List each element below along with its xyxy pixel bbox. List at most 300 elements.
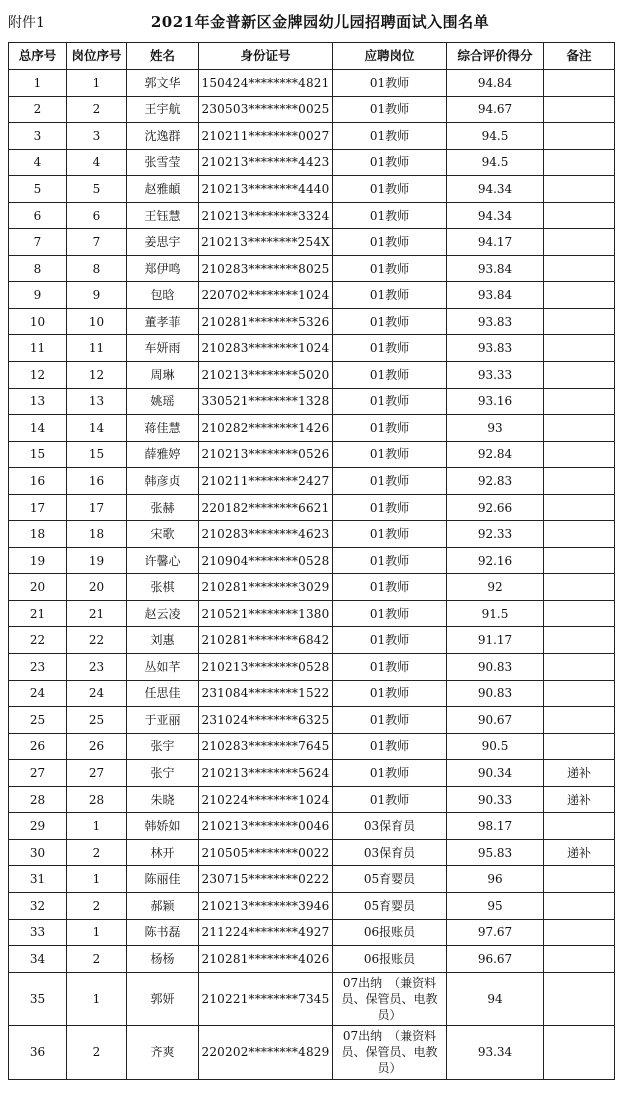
cell-applied-position: 01教师: [333, 521, 447, 548]
cell-name: 刘惠: [127, 627, 199, 654]
cell-total-no: 29: [9, 813, 67, 840]
cell-position-no: 5: [67, 176, 127, 203]
cell-total-no: 26: [9, 733, 67, 760]
cell-position-no: 6: [67, 202, 127, 229]
cell-note: [544, 866, 615, 893]
cell-note: 递补: [544, 839, 615, 866]
cell-id-number: 210213********5020: [199, 362, 333, 389]
table-row: [9, 70, 615, 97]
table-row: [9, 680, 615, 707]
cell-id-number: 210213********4423: [199, 149, 333, 176]
table-row: [9, 415, 615, 442]
cell-name: 沈逸群: [127, 123, 199, 150]
cell-applied-position: 01教师: [333, 441, 447, 468]
cell-note: [544, 282, 615, 309]
cell-applied-position: 01教师: [333, 282, 447, 309]
cell-position-no: 28: [67, 786, 127, 813]
cell-total-no: 36: [9, 1026, 67, 1080]
cell-position-no: 1: [67, 866, 127, 893]
cell-score: 94.34: [447, 176, 544, 203]
cell-name: 蒋佳慧: [127, 415, 199, 442]
cell-id-number: 210282********1426: [199, 415, 333, 442]
cell-applied-position: 01教师: [333, 123, 447, 150]
cell-score: 93.84: [447, 282, 544, 309]
cell-position-no: 2: [67, 839, 127, 866]
cell-applied-position: 01教师: [333, 547, 447, 574]
cell-total-no: 11: [9, 335, 67, 362]
cell-position-no: 3: [67, 123, 127, 150]
cell-applied-position: 01教师: [333, 627, 447, 654]
cell-name: 包晗: [127, 282, 199, 309]
cell-id-number: 210281********3029: [199, 574, 333, 601]
cell-score: 93: [447, 415, 544, 442]
cell-applied-position: 01教师: [333, 654, 447, 681]
cell-position-no: 7: [67, 229, 127, 256]
cell-total-no: 25: [9, 707, 67, 734]
cell-name: 张宁: [127, 760, 199, 787]
cell-name: 姚瑶: [127, 388, 199, 415]
cell-id-number: 210283********8025: [199, 255, 333, 282]
cell-applied-position: 01教师: [333, 149, 447, 176]
table-body: [9, 70, 615, 1080]
table-row: [9, 919, 615, 946]
cell-name: 于亚丽: [127, 707, 199, 734]
cell-position-no: 11: [67, 335, 127, 362]
cell-note: [544, 707, 615, 734]
cell-score: 94.34: [447, 202, 544, 229]
cell-score: 93.84: [447, 255, 544, 282]
cell-applied-position: 01教师: [333, 707, 447, 734]
table-row: [9, 282, 615, 309]
cell-id-number: 211224********4927: [199, 919, 333, 946]
cell-name: 郑伊鸣: [127, 255, 199, 282]
cell-name: 韩彦贞: [127, 468, 199, 495]
cell-name: 朱晓: [127, 786, 199, 813]
cell-id-number: 210213********0046: [199, 813, 333, 840]
cell-note: [544, 574, 615, 601]
cell-id-number: 220202********4829: [199, 1026, 333, 1080]
cell-total-no: 2: [9, 96, 67, 123]
cell-name: 郭妍: [127, 972, 199, 1026]
table-row: [9, 1026, 615, 1080]
cell-score: 94.84: [447, 70, 544, 97]
cell-score: 98.17: [447, 813, 544, 840]
cell-id-number: 210505********0022: [199, 839, 333, 866]
table-row: [9, 866, 615, 893]
cell-name: 林开: [127, 839, 199, 866]
cell-note: 递补: [544, 786, 615, 813]
cell-score: 90.67: [447, 707, 544, 734]
cell-id-number: 210904********0528: [199, 547, 333, 574]
header-note: 备注: [544, 43, 615, 70]
cell-position-no: 21: [67, 600, 127, 627]
table-row: [9, 441, 615, 468]
cell-name: 齐爽: [127, 1026, 199, 1080]
cell-note: [544, 388, 615, 415]
cell-total-no: 1: [9, 70, 67, 97]
cell-position-no: 1: [67, 70, 127, 97]
candidate-table: [8, 42, 615, 1080]
cell-id-number: 210224********1024: [199, 786, 333, 813]
table-row: [9, 494, 615, 521]
cell-total-no: 20: [9, 574, 67, 601]
cell-name: 任思佳: [127, 680, 199, 707]
cell-id-number: 220702********1024: [199, 282, 333, 309]
cell-position-no: 1: [67, 919, 127, 946]
cell-total-no: 28: [9, 786, 67, 813]
cell-name: 丛如芊: [127, 654, 199, 681]
cell-total-no: 10: [9, 308, 67, 335]
cell-score: 95.83: [447, 839, 544, 866]
table-row: [9, 96, 615, 123]
cell-note: [544, 149, 615, 176]
cell-id-number: 210211********2427: [199, 468, 333, 495]
cell-score: 92.83: [447, 468, 544, 495]
table-row: [9, 176, 615, 203]
cell-score: 92.84: [447, 441, 544, 468]
cell-score: 90.83: [447, 680, 544, 707]
cell-position-no: 2: [67, 96, 127, 123]
cell-name: 王钰慧: [127, 202, 199, 229]
cell-note: [544, 202, 615, 229]
cell-name: 周琳: [127, 362, 199, 389]
cell-id-number: 220182********6621: [199, 494, 333, 521]
cell-id-number: 230715********0222: [199, 866, 333, 893]
cell-total-no: 12: [9, 362, 67, 389]
cell-applied-position: 01教师: [333, 680, 447, 707]
cell-applied-position: 01教师: [333, 70, 447, 97]
table-row: [9, 972, 615, 1026]
cell-id-number: 330521********1328: [199, 388, 333, 415]
table-row: [9, 733, 615, 760]
cell-total-no: 5: [9, 176, 67, 203]
cell-position-no: 4: [67, 149, 127, 176]
cell-note: [544, 362, 615, 389]
cell-score: 90.5: [447, 733, 544, 760]
cell-id-number: 210281********4026: [199, 946, 333, 973]
cell-note: [544, 308, 615, 335]
cell-score: 94.5: [447, 149, 544, 176]
cell-name: 杨杨: [127, 946, 199, 973]
cell-note: [544, 547, 615, 574]
cell-score: 94.67: [447, 96, 544, 123]
cell-note: [544, 96, 615, 123]
cell-name: 张赫: [127, 494, 199, 521]
cell-applied-position: 01教师: [333, 308, 447, 335]
table-row: [9, 813, 615, 840]
cell-note: [544, 919, 615, 946]
cell-applied-position: 01教师: [333, 760, 447, 787]
cell-score: 93.83: [447, 308, 544, 335]
table-row: [9, 362, 615, 389]
cell-total-no: 24: [9, 680, 67, 707]
cell-id-number: 210281********6842: [199, 627, 333, 654]
cell-note: [544, 176, 615, 203]
table-row: [9, 627, 615, 654]
table-row: [9, 839, 615, 866]
cell-position-no: 8: [67, 255, 127, 282]
table-row: [9, 255, 615, 282]
table-row: [9, 786, 615, 813]
cell-applied-position: 07出纳 （兼资料员、保管员、电教员）: [333, 972, 447, 1026]
table-row: [9, 308, 615, 335]
cell-id-number: 210213********4440: [199, 176, 333, 203]
annex-label: 附件1: [8, 15, 45, 31]
cell-applied-position: 01教师: [333, 574, 447, 601]
cell-applied-position: 01教师: [333, 229, 447, 256]
cell-note: [544, 680, 615, 707]
cell-applied-position: 01教师: [333, 176, 447, 203]
cell-name: 姜思宇: [127, 229, 199, 256]
cell-id-number: 210213********5624: [199, 760, 333, 787]
cell-applied-position: 01教师: [333, 600, 447, 627]
cell-position-no: 13: [67, 388, 127, 415]
cell-position-no: 17: [67, 494, 127, 521]
cell-applied-position: 01教师: [333, 733, 447, 760]
cell-total-no: 22: [9, 627, 67, 654]
cell-name: 郝颖: [127, 892, 199, 919]
table-row: [9, 760, 615, 787]
cell-name: 车妍雨: [127, 335, 199, 362]
cell-position-no: 20: [67, 574, 127, 601]
cell-id-number: 210213********254X: [199, 229, 333, 256]
cell-total-no: 15: [9, 441, 67, 468]
cell-score: 94.17: [447, 229, 544, 256]
cell-score: 92.33: [447, 521, 544, 548]
cell-score: 93.33: [447, 362, 544, 389]
cell-total-no: 7: [9, 229, 67, 256]
cell-position-no: 2: [67, 946, 127, 973]
cell-name: 许馨心: [127, 547, 199, 574]
cell-name: 薛雅婷: [127, 441, 199, 468]
cell-score: 90.34: [447, 760, 544, 787]
cell-note: [544, 892, 615, 919]
cell-note: [544, 123, 615, 150]
cell-note: [544, 494, 615, 521]
table-row: [9, 600, 615, 627]
cell-score: 92.66: [447, 494, 544, 521]
cell-score: 97.67: [447, 919, 544, 946]
cell-position-no: 26: [67, 733, 127, 760]
cell-name: 韩娇如: [127, 813, 199, 840]
cell-note: [544, 654, 615, 681]
cell-total-no: 23: [9, 654, 67, 681]
cell-total-no: 30: [9, 839, 67, 866]
header-applied-position: 应聘岗位: [333, 43, 447, 70]
cell-total-no: 18: [9, 521, 67, 548]
cell-name: 张雪莹: [127, 149, 199, 176]
table-row: [9, 707, 615, 734]
cell-score: 93.83: [447, 335, 544, 362]
cell-position-no: 1: [67, 813, 127, 840]
cell-note: [544, 255, 615, 282]
cell-position-no: 18: [67, 521, 127, 548]
cell-applied-position: 07出纳 （兼资料员、保管员、电教员）: [333, 1026, 447, 1080]
cell-name: 宋歌: [127, 521, 199, 548]
cell-id-number: 230503********0025: [199, 96, 333, 123]
cell-position-no: 1: [67, 972, 127, 1026]
cell-id-number: 210213********3324: [199, 202, 333, 229]
cell-id-number: 210283********4623: [199, 521, 333, 548]
cell-id-number: 231024********6325: [199, 707, 333, 734]
cell-score: 95: [447, 892, 544, 919]
cell-note: [544, 415, 615, 442]
cell-total-no: 8: [9, 255, 67, 282]
cell-name: 陈书磊: [127, 919, 199, 946]
cell-score: 92.16: [447, 547, 544, 574]
table-row: [9, 892, 615, 919]
cell-note: [544, 972, 615, 1026]
table-row: [9, 149, 615, 176]
cell-id-number: 210221********7345: [199, 972, 333, 1026]
cell-total-no: 33: [9, 919, 67, 946]
cell-name: 张棋: [127, 574, 199, 601]
table-row: [9, 202, 615, 229]
cell-id-number: 210213********0526: [199, 441, 333, 468]
cell-score: 93.34: [447, 1026, 544, 1080]
cell-note: [544, 627, 615, 654]
cell-total-no: 21: [9, 600, 67, 627]
cell-position-no: 15: [67, 441, 127, 468]
cell-applied-position: 01教师: [333, 335, 447, 362]
table-row: [9, 946, 615, 973]
cell-position-no: 16: [67, 468, 127, 495]
cell-total-no: 9: [9, 282, 67, 309]
cell-note: [544, 468, 615, 495]
cell-name: 赵雅頔: [127, 176, 199, 203]
cell-applied-position: 01教师: [333, 494, 447, 521]
cell-score: 96: [447, 866, 544, 893]
header-id-number: 身份证号: [199, 43, 333, 70]
cell-score: 90.33: [447, 786, 544, 813]
cell-total-no: 32: [9, 892, 67, 919]
cell-name: 陈丽佳: [127, 866, 199, 893]
cell-id-number: 231084********1522: [199, 680, 333, 707]
cell-total-no: 4: [9, 149, 67, 176]
cell-total-no: 13: [9, 388, 67, 415]
cell-score: 96.67: [447, 946, 544, 973]
cell-score: 91.5: [447, 600, 544, 627]
cell-position-no: 22: [67, 627, 127, 654]
cell-total-no: 19: [9, 547, 67, 574]
cell-id-number: 210211********0027: [199, 123, 333, 150]
header-position-no: 岗位序号: [67, 43, 127, 70]
cell-score: 90.83: [447, 654, 544, 681]
header-score: 综合评价得分: [447, 43, 544, 70]
cell-applied-position: 01教师: [333, 96, 447, 123]
cell-score: 94.5: [447, 123, 544, 150]
cell-id-number: 210281********5326: [199, 308, 333, 335]
cell-applied-position: 01教师: [333, 468, 447, 495]
cell-applied-position: 03保育员: [333, 813, 447, 840]
cell-note: 递补: [544, 760, 615, 787]
cell-position-no: 2: [67, 1026, 127, 1080]
cell-id-number: 150424********4821: [199, 70, 333, 97]
cell-total-no: 34: [9, 946, 67, 973]
cell-note: [544, 521, 615, 548]
cell-applied-position: 01教师: [333, 388, 447, 415]
cell-applied-position: 06报账员: [333, 919, 447, 946]
cell-name: 赵云凌: [127, 600, 199, 627]
cell-score: 93.16: [447, 388, 544, 415]
cell-note: [544, 733, 615, 760]
table-row: [9, 654, 615, 681]
cell-applied-position: 01教师: [333, 362, 447, 389]
cell-applied-position: 06报账员: [333, 946, 447, 973]
cell-position-no: 24: [67, 680, 127, 707]
cell-position-no: 10: [67, 308, 127, 335]
cell-position-no: 23: [67, 654, 127, 681]
cell-score: 94: [447, 972, 544, 1026]
cell-position-no: 25: [67, 707, 127, 734]
cell-total-no: 27: [9, 760, 67, 787]
cell-note: [544, 229, 615, 256]
header-name: 姓名: [127, 43, 199, 70]
table-row: [9, 574, 615, 601]
cell-position-no: 9: [67, 282, 127, 309]
cell-id-number: 210283********7645: [199, 733, 333, 760]
cell-total-no: 35: [9, 972, 67, 1026]
cell-id-number: 210521********1380: [199, 600, 333, 627]
table-row: [9, 123, 615, 150]
cell-total-no: 6: [9, 202, 67, 229]
cell-applied-position: 03保育员: [333, 839, 447, 866]
table-row: [9, 388, 615, 415]
cell-name: 王宇航: [127, 96, 199, 123]
table-row: [9, 468, 615, 495]
cell-note: [544, 441, 615, 468]
cell-position-no: 2: [67, 892, 127, 919]
cell-applied-position: 05育婴员: [333, 892, 447, 919]
cell-applied-position: 01教师: [333, 786, 447, 813]
cell-id-number: 210213********3946: [199, 892, 333, 919]
cell-name: 郭文华: [127, 70, 199, 97]
cell-note: [544, 600, 615, 627]
table-row: [9, 547, 615, 574]
table-row: [9, 521, 615, 548]
cell-total-no: 17: [9, 494, 67, 521]
cell-name: 张宇: [127, 733, 199, 760]
table-row: [9, 335, 615, 362]
cell-total-no: 16: [9, 468, 67, 495]
cell-applied-position: 01教师: [333, 202, 447, 229]
header-total-no: 总序号: [9, 43, 67, 70]
cell-note: [544, 335, 615, 362]
cell-score: 91.17: [447, 627, 544, 654]
cell-position-no: 14: [67, 415, 127, 442]
cell-note: [544, 946, 615, 973]
cell-total-no: 14: [9, 415, 67, 442]
page-title: 2021年金普新区金牌园幼儿园招聘面试入围名单: [150, 13, 490, 31]
cell-applied-position: 01教师: [333, 255, 447, 282]
cell-position-no: 19: [67, 547, 127, 574]
cell-position-no: 12: [67, 362, 127, 389]
cell-total-no: 3: [9, 123, 67, 150]
cell-id-number: 210213********0528: [199, 654, 333, 681]
table-header-row: [9, 43, 615, 70]
cell-total-no: 31: [9, 866, 67, 893]
cell-applied-position: 01教师: [333, 415, 447, 442]
cell-note: [544, 70, 615, 97]
cell-note: [544, 813, 615, 840]
cell-applied-position: 05育婴员: [333, 866, 447, 893]
cell-note: [544, 1026, 615, 1080]
table-row: [9, 229, 615, 256]
cell-position-no: 27: [67, 760, 127, 787]
cell-name: 董孝菲: [127, 308, 199, 335]
cell-id-number: 210283********1024: [199, 335, 333, 362]
cell-score: 92: [447, 574, 544, 601]
